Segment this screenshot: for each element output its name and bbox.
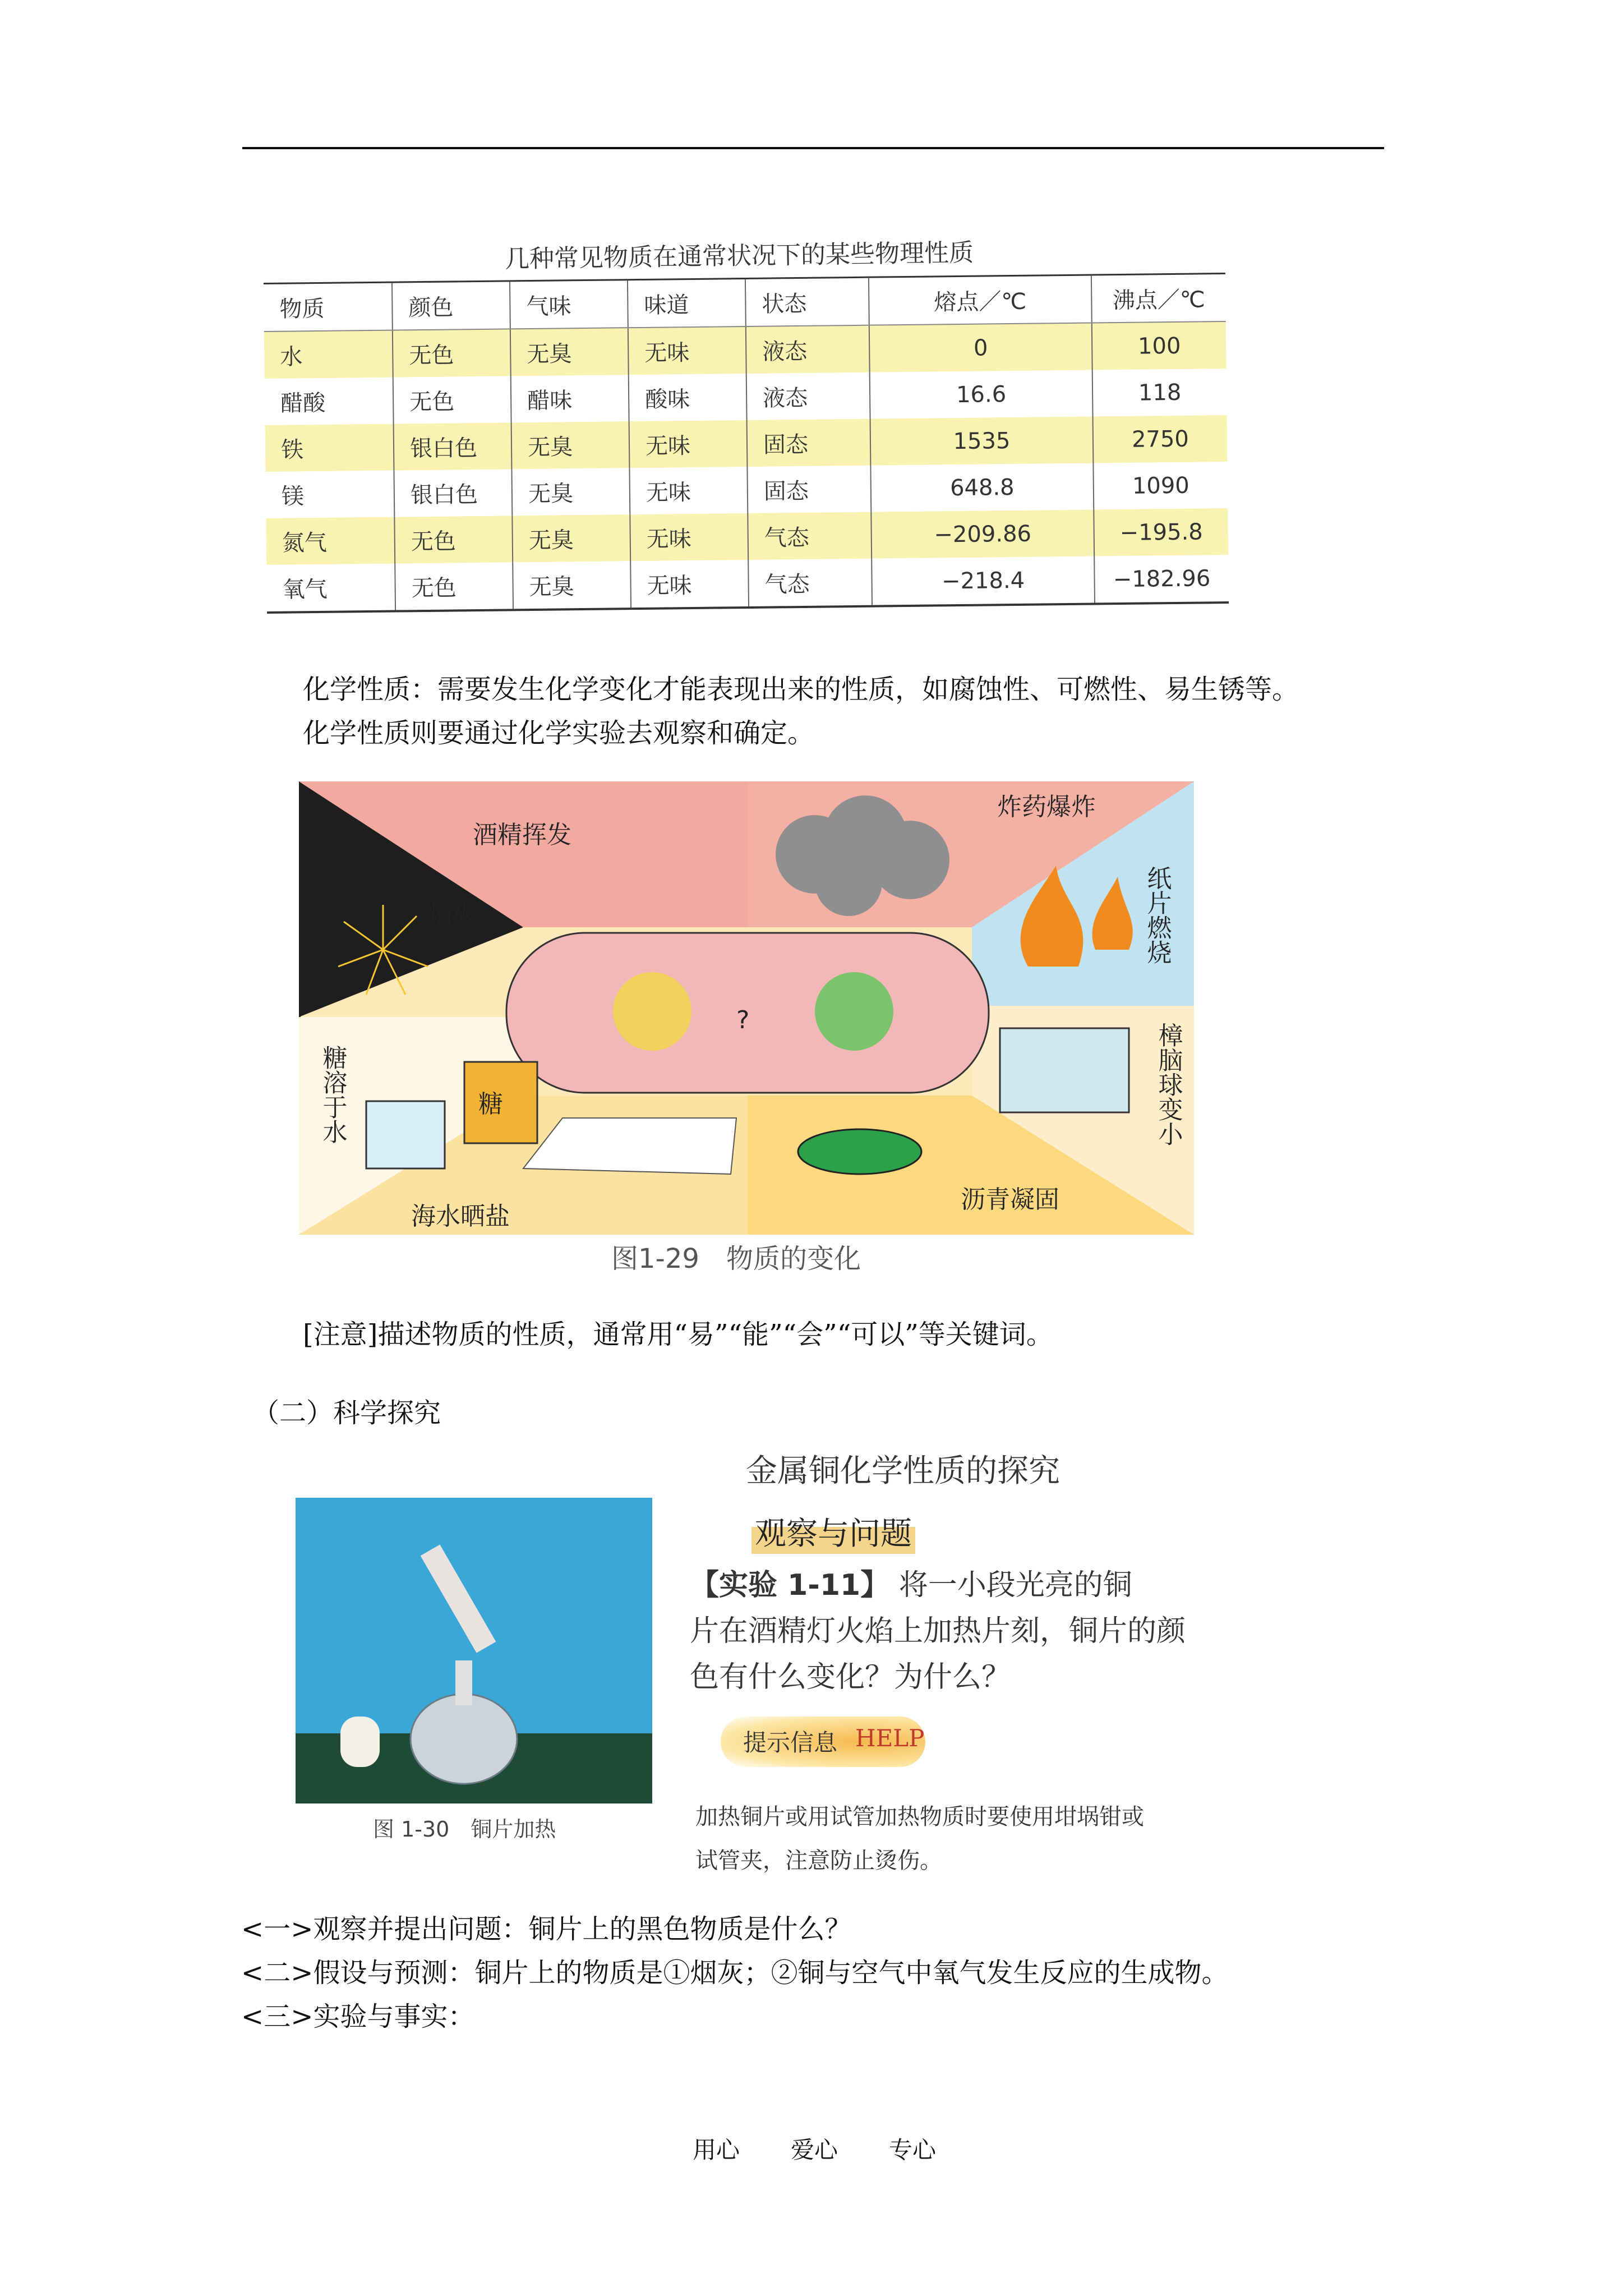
note-text: [注意]描述物质的性质，通常用“易”“能”“会”“可以”等关键词。 — [303, 1319, 1053, 1350]
table-cell: 无色 — [393, 376, 511, 424]
experiment-text-2: 片在酒精灯火焰上加热片刻，铜片的颜 — [690, 1614, 1186, 1648]
label-explosive: 炸药爆炸 — [997, 793, 1096, 821]
table-cell: 1535 — [870, 417, 1094, 466]
col-header: 味道 — [628, 279, 746, 328]
table-row — [266, 555, 1229, 613]
col-header: 物质 — [264, 282, 393, 332]
help-label-en: HELP — [855, 1724, 925, 1752]
table-cell: 液态 — [746, 325, 870, 374]
table-cell: 无色 — [395, 562, 513, 611]
table-cell: 无臭 — [512, 514, 630, 562]
help-text-line2: 试管夹，注意防止烫伤。 — [695, 1848, 942, 1874]
step-experiment: <三>实验与事实： — [241, 2001, 475, 2032]
asphalt-pot-icon — [798, 1129, 921, 1174]
label-sugar: 糖溶于水 — [318, 1045, 347, 1144]
table-cell: −209.86 — [871, 510, 1094, 559]
copper-heating-photo — [296, 1498, 652, 1803]
experiment-text-1: 将一小段光亮的铜 — [898, 1568, 1132, 1602]
footer-item: 爱心 — [791, 2136, 838, 2164]
table-cell: 醋酸 — [265, 378, 394, 425]
table-cell: 银白色 — [394, 422, 512, 470]
footer-item: 专心 — [889, 2136, 937, 2164]
table-cell: 无味 — [628, 326, 746, 375]
table-cell: 1090 — [1132, 472, 1189, 499]
table-cell: −182.96 — [1094, 555, 1229, 604]
table-caption: 几种常见物质在通常状况下的某些物理性质 — [504, 238, 974, 274]
header-rule — [242, 147, 1384, 149]
table-cell: 酸味 — [629, 374, 747, 421]
table-cell: 氧气 — [266, 564, 395, 613]
step-observe: <一>观察并提出问题：铜片上的黑色物质是什么？ — [241, 1913, 852, 1945]
table-cell: 铁 — [265, 424, 394, 472]
col-header: 气味 — [510, 280, 628, 329]
label-alcohol: 酒精挥发 — [473, 821, 571, 849]
table-cell: 镁 — [265, 471, 394, 518]
alcohol-lamp-icon — [411, 1694, 517, 1784]
experiment-label: 【实验 1-11】 — [690, 1568, 890, 1602]
chem-def-line1: 化学性质：需要发生化学变化才能表现出来的性质，如腐蚀性、可燃性、易生锈等。 — [303, 674, 1299, 705]
table-cell: 无味 — [629, 420, 748, 468]
photo-caption: 图 1-30 铜片加热 — [373, 1817, 556, 1842]
table-cell: 气态 — [748, 559, 872, 608]
col-header: 熔点／℃ — [869, 275, 1092, 325]
table-cell: 银白色 — [394, 469, 512, 517]
col-header: 颜色 — [392, 281, 510, 330]
help-text-line1: 加热铜片或用试管加热物质时要使用坩埚钳或 — [695, 1804, 1144, 1830]
figure-matter-changes — [299, 781, 1194, 1235]
help-label-cn: 提示信息 — [743, 1729, 838, 1756]
table-cell: 无味 — [630, 513, 748, 561]
character-right-icon — [815, 972, 893, 1051]
label-asphalt: 沥青凝固 — [961, 1185, 1059, 1214]
label-salt: 海水晒盐 — [411, 1202, 510, 1231]
table-cell: 固态 — [747, 419, 871, 467]
sugar-beaker-icon — [366, 1101, 445, 1168]
camphor-beaker-icon — [1000, 1028, 1129, 1112]
help-badge — [721, 1717, 925, 1767]
label-camphor: 樟脑球变小 — [1154, 1023, 1183, 1146]
table-cell: 水 — [264, 330, 393, 379]
label-fireworks: 焰火 — [428, 899, 477, 928]
table-cell: 16.6 — [870, 370, 1093, 419]
table-cell: 液态 — [746, 372, 870, 420]
table-cell: 无臭 — [511, 421, 630, 469]
lamp-cap-icon — [340, 1717, 380, 1767]
footer-item: 用心 — [693, 2136, 740, 2164]
experiment-subtitle: 观察与问题 — [751, 1509, 915, 1554]
figure-129-caption: 图1-29 物质的变化 — [611, 1243, 861, 1274]
table-cell: 118 — [1138, 379, 1182, 406]
table-cell: 2750 — [1093, 415, 1228, 463]
help-text — [695, 1795, 1256, 1883]
table-cell: 无色 — [394, 516, 513, 563]
property-table — [264, 273, 1229, 614]
table-cell: −195.8 — [1094, 508, 1228, 556]
table-cell: 气态 — [748, 512, 872, 560]
section-title: （二）科学探究 — [252, 1397, 441, 1429]
table-cell: 无味 — [629, 467, 748, 514]
col-header: 状态 — [745, 277, 869, 326]
experiment-body — [690, 1562, 1239, 1700]
table-cell: 氮气 — [266, 517, 395, 565]
table-cell: 无臭 — [510, 328, 629, 376]
sugar-box-label: 糖 — [478, 1090, 503, 1119]
table-cell: 0 — [869, 323, 1092, 372]
table-cell: −218.4 — [872, 556, 1095, 606]
chem-def-line2: 化学性质则要通过化学实验去观察和确定。 — [303, 717, 815, 749]
table-cell: 固态 — [747, 466, 871, 513]
label-paper: 纸片燃烧 — [1142, 866, 1172, 964]
table-cell: 无臭 — [511, 468, 630, 516]
character-left-icon — [613, 972, 691, 1051]
experiment-title: 金属铜化学性质的探究 — [746, 1453, 1060, 1489]
table-cell: 无味 — [630, 560, 749, 609]
col-header: 沸点／℃ — [1091, 274, 1226, 323]
table-cell: 100 — [1092, 321, 1227, 370]
table-cell: 无色 — [393, 329, 511, 377]
table-cell: 648.8 — [870, 463, 1094, 512]
experiment-body-line1 — [690, 1562, 1239, 1608]
lamp-wick-icon — [455, 1660, 472, 1705]
table-cell: 醋味 — [511, 375, 629, 422]
step-hypothesis: <二>假设与预测：铜片上的物质是①烟灰；②铜与空气中氧气发生反应的生成物。 — [241, 1957, 1229, 1989]
table-cell: 无臭 — [513, 561, 631, 610]
question-mark: ? — [736, 1006, 750, 1034]
experiment-text-3: 色有什么变化？为什么？ — [690, 1660, 1011, 1694]
